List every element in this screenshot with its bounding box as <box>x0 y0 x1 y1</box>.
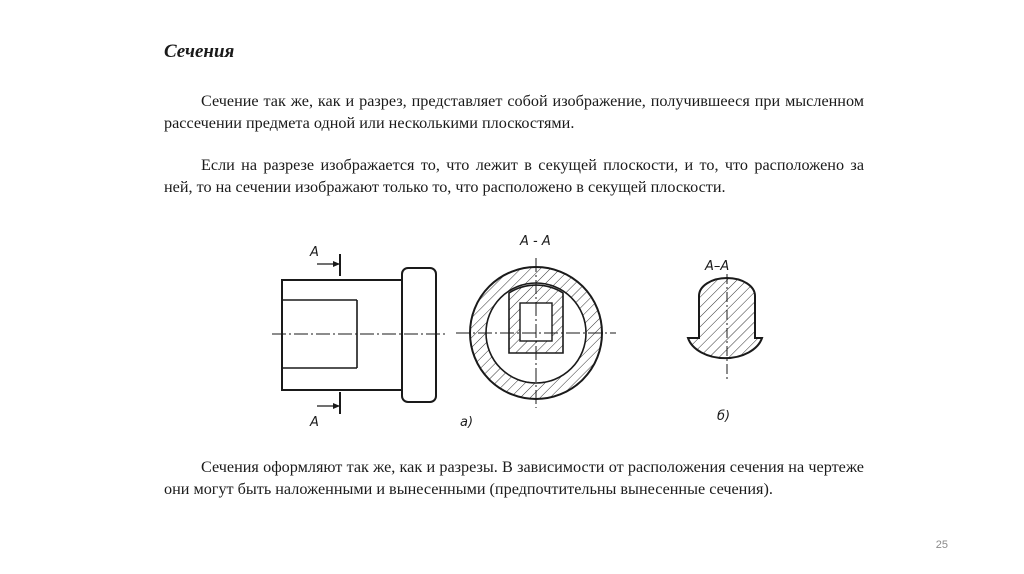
part-side-view <box>272 268 448 402</box>
section-mark-top: А <box>310 245 319 260</box>
cutting-plane-bottom <box>309 392 340 430</box>
slide-title: Сечения <box>164 41 235 62</box>
section-b-drawing <box>688 259 762 424</box>
caption-a: а) <box>460 415 474 430</box>
paragraph-formatting: Сечения оформляют так же, как и разрезы. В зависимости от расположения сечения на чертеже они могут быть наложенными и вынесенными (предпочтительны вынесенные сечения). <box>164 458 864 498</box>
caption-b: б) <box>717 409 731 424</box>
section-a-drawing <box>456 234 616 430</box>
section-drawing <box>262 230 782 440</box>
section-mark-bottom: А <box>310 415 319 430</box>
paragraph-definition: Сечение так же, как и разрез, представляет собой изображение, получившееся при мысленном рассечении предмета одной или несколькими плоскостями. <box>164 92 864 132</box>
paragraph-difference: Если на разрезе изображается то, что лежит в секущей плоскости, и то, что расположено за ней, то на сечении изображают только то, что расположено в секущей плоскости. <box>164 156 864 196</box>
cutting-plane-top <box>309 245 340 276</box>
page-number: 25 <box>935 539 948 551</box>
section-title-b: А–А <box>705 259 730 274</box>
section-title-a: А - А <box>520 234 551 249</box>
